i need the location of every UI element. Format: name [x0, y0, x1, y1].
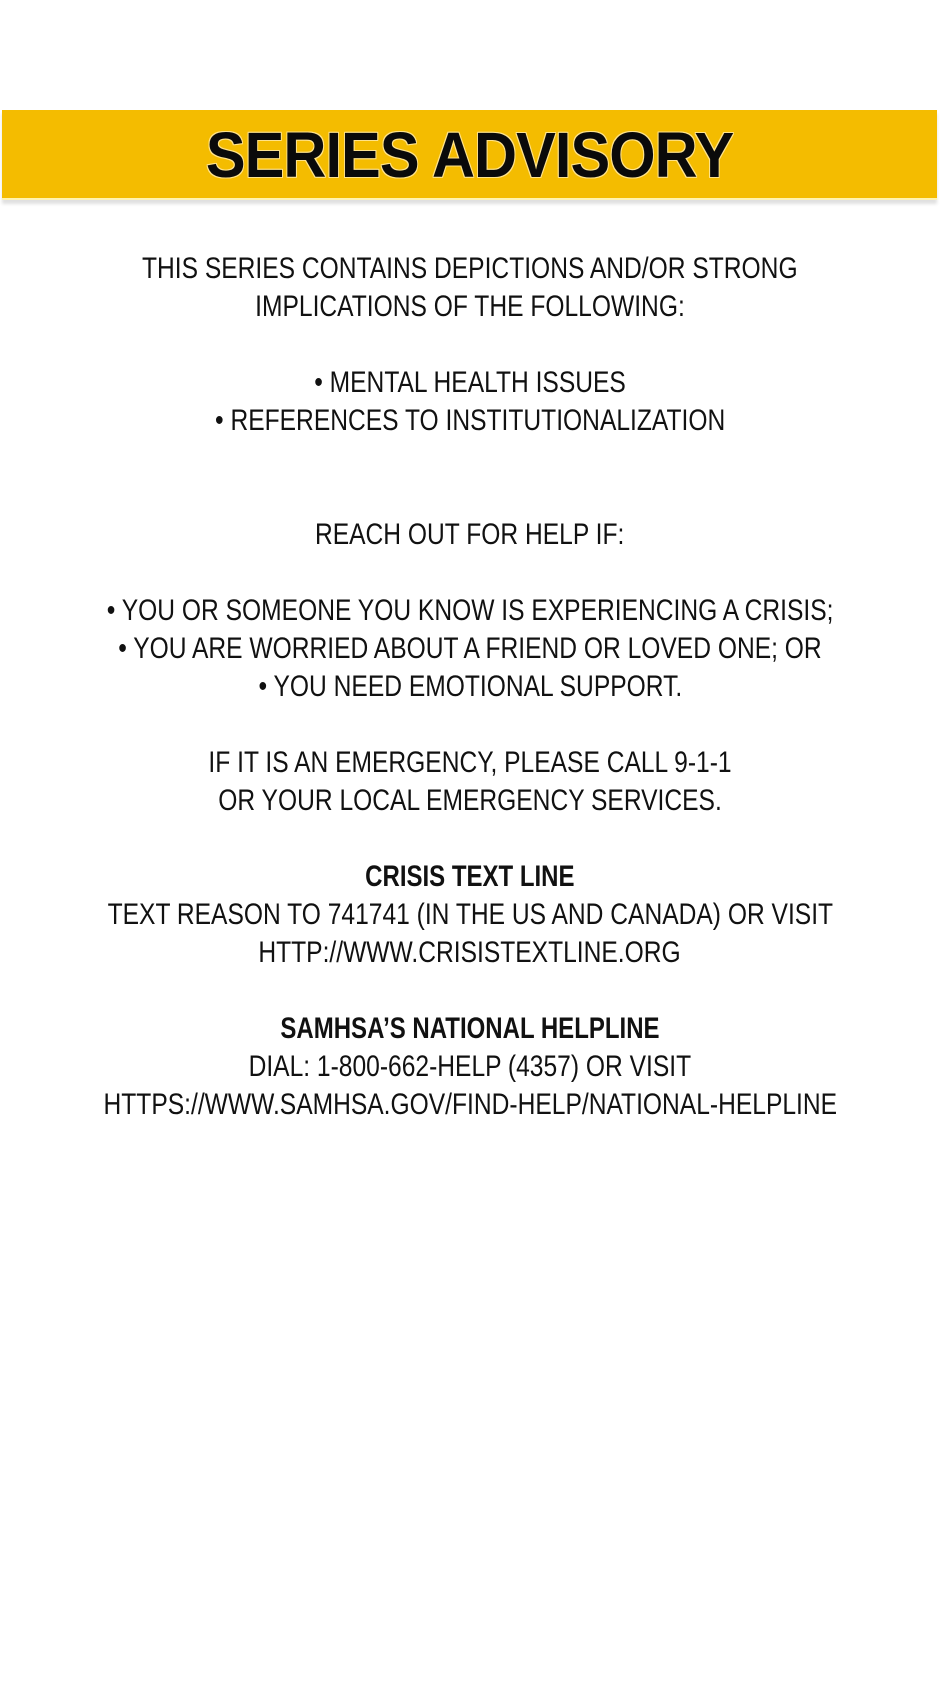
content-warning-item: • REFERENCES TO INSTITUTIONALIZATION — [214, 404, 726, 437]
resource-samhsa-helpline — [0, 1010, 940, 1124]
intro-line: IMPLICATIONS OF THE FOLLOWING: — [255, 290, 685, 323]
resource-crisis-text-line — [0, 858, 940, 972]
resource-link: HTTP://WWW.CRISISTEXTLINE.ORG — [258, 936, 682, 969]
spacer — [0, 326, 940, 364]
spacer — [0, 820, 940, 858]
content-warning-list — [0, 364, 940, 440]
banner-title: SERIES ADVISORY — [205, 119, 734, 191]
content-warning-item: • MENTAL HEALTH ISSUES — [314, 366, 626, 399]
resource-name: SAMHSA’S NATIONAL HELPLINE — [280, 1012, 660, 1045]
advisory-content — [0, 250, 940, 1124]
help-condition-item: • YOU NEED EMOTIONAL SUPPORT. — [258, 670, 682, 703]
emergency-line: IF IT IS AN EMERGENCY, PLEASE CALL 9-1-1 — [208, 746, 732, 779]
help-section — [0, 516, 940, 706]
resource-link: HTTPS://WWW.SAMHSA.GOV/FIND-HELP/NATIONAL-HELPLINE — [103, 1088, 837, 1121]
emergency-section — [0, 744, 940, 820]
intro-section — [0, 250, 940, 326]
help-condition-item: • YOU OR SOMEONE YOU KNOW IS EXPERIENCING A CRISIS; — [106, 594, 834, 627]
resource-detail: TEXT REASON TO 741741 (IN THE US AND CANADA) OR VISIT — [107, 898, 833, 931]
spacer — [0, 972, 940, 1010]
advisory-banner — [2, 110, 937, 200]
help-condition-item: • YOU ARE WORRIED ABOUT A FRIEND OR LOVED ONE; OR — [118, 632, 822, 665]
emergency-line: OR YOUR LOCAL EMERGENCY SERVICES. — [218, 784, 722, 817]
resource-detail: DIAL: 1-800-662-HELP (4357) OR VISIT — [248, 1050, 692, 1083]
help-heading: REACH OUT FOR HELP IF: — [315, 518, 625, 551]
spacer — [0, 440, 940, 516]
spacer — [0, 554, 940, 592]
resource-name: CRISIS TEXT LINE — [365, 860, 575, 893]
intro-line: THIS SERIES CONTAINS DEPICTIONS AND/OR STRONG — [142, 252, 798, 285]
spacer — [0, 706, 940, 744]
